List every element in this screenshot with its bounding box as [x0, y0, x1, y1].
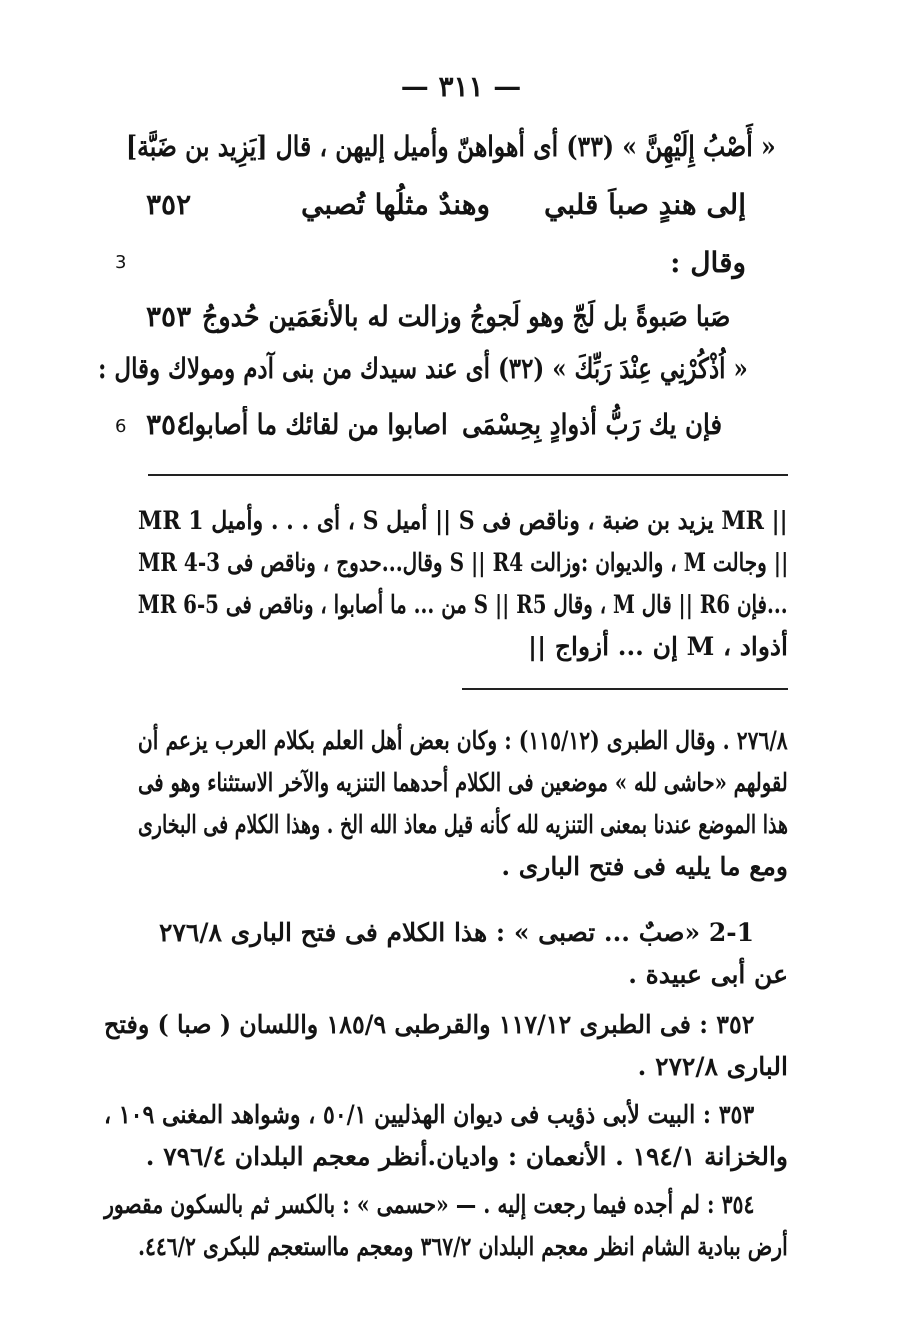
- verse-number-353: ٣٥٣: [146, 300, 192, 333]
- verse-number-352: ٣٥٢: [146, 188, 192, 221]
- note-line-8: البارى ٢٧٢/٨ .: [637, 1052, 788, 1081]
- note-line-2: لقولهم «حاشى لله » موضعين فى الكلام أحدهما التنزيه والآخر الاستثناء وهو فى: [138, 768, 788, 797]
- note-line-10: والخزانة ١٩٤/١ . الأنعمان : واديان.أنظر معجم البلدان ٧٩٦/٤ .: [145, 1142, 788, 1171]
- note-line-7: ٣٥٢ : فى الطبرى ١١٧/١٢ والقرطبى ١٨٥/٩ واللسان ( صبا ) وفتح: [103, 1010, 754, 1039]
- main-text-line-1: « أَصْبُ إِلَيْهِنَّ » (٣٣) أى أهواهنّ وأميل إليهن ، قال [يَزِيد بن ضَبَّة]: [126, 130, 776, 163]
- verse-354-first-hemistich: فإن يك رَبُّ أذوادٍ بِحِسْمَى: [461, 408, 722, 441]
- margin-line-number-6: 6: [115, 416, 127, 437]
- note-line-12: أرض ببادية الشام انظر معجم البلدان ٣٦٧/٢ ومعجم مااستعجم للبكرى ٤٤٦/٢.: [138, 1232, 788, 1261]
- apparatus-line-2: MR 4-3 وقال...حدوج ، وناقص فى S || R4 والديوان :وزالت ، M وجالت ||: [137, 548, 788, 577]
- apparatus-line-3: MR 6-5 من ... ما أصابوا ، وناقص فى S || R5 وقال ، M قال || R6 فإن...: [138, 590, 788, 619]
- apparatus-separator-rule: [148, 474, 788, 476]
- note-line-1: ٢٧٦/٨ . وقال الطبرى (١١٥/١٢) : وكان بعض أهل العلم بكلام العرب يزعم أن: [138, 726, 788, 755]
- main-text-line-5: « اُذْكُرْنِي عِنْدَ رَبِّكَ » (٣٢) أى عند سيدك من بنى آدم ومولاك وقال :: [98, 352, 748, 385]
- verse-353-second-hemistich: وزالت له بالأنعَمَين حُدوجُ: [202, 300, 462, 333]
- verse-number-354: ٣٥٤: [146, 408, 192, 441]
- notes-separator-rule: [462, 688, 788, 690]
- margin-line-number-3: 3: [115, 252, 127, 273]
- verse-352-second-hemistich: وهندٌ مثلُها تُصبي: [301, 188, 490, 221]
- verse-352-first-hemistich: إلى هندٍ صباَ قلبي: [543, 188, 746, 221]
- note-line-6: عن أبى عبيدة .: [628, 960, 788, 989]
- note-line-3: هذا الموضع عندنا بمعنى التنزيه لله كأنه قيل معاذ الله الخ . وهذا الكلام فى البخارى: [138, 810, 788, 839]
- note-line-5: 2-1 «صبٌ ... تصبى » : هذا الكلام فى فتح البارى ٢٧٦/٨: [159, 918, 754, 947]
- main-text-line-3: وقال :: [670, 246, 746, 279]
- apparatus-line-1: MR 1 أى . . . وأميل ، S أميل || S يزيد بن ضبة ، وناقص فى MR ||: [138, 506, 788, 535]
- note-line-11: ٣٥٤ : لم أجده فيما رجعت إليه . — «حسمى » : بالكسر ثم بالسكون مقصور: [103, 1190, 754, 1219]
- note-line-4: ومع ما يليه فى فتح البارى .: [501, 852, 788, 881]
- apparatus-line-4: أذواد ، M إن ... أزواج ||: [528, 632, 788, 661]
- verse-354-second-hemistich: اصابوا من لقائك ما أصابوا: [188, 408, 448, 441]
- page-number: — ٣١١ —: [400, 70, 522, 103]
- verse-353-first-hemistich: صَبا صَبوةً بل لَجّ وهو لَجوجُ: [469, 300, 730, 333]
- note-line-9: ٣٥٣ : البيت لأبى ذؤيب فى ديوان الهذليين ٥٠/١ ، وشواهد المغنى ١٠٩ ،: [103, 1100, 754, 1129]
